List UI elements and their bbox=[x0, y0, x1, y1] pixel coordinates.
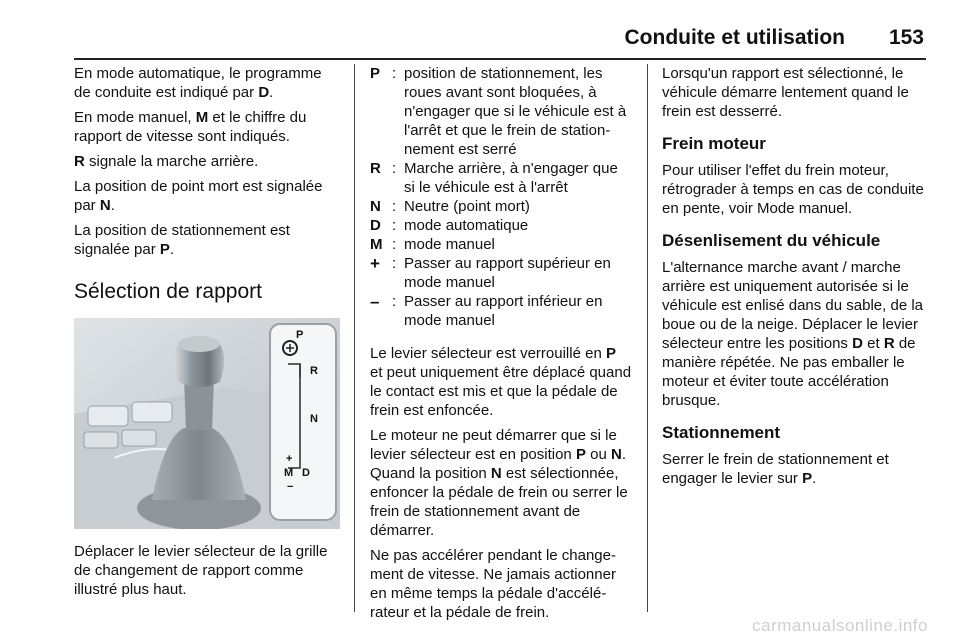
illustration-caption: Déplacer le levier sélecteur de la grille de changement de rapport comme illustré plus haut. bbox=[74, 543, 328, 598]
paragraph-lever-lock: Le levier sélecteur est verrouillé en P et peut uniquement être déplacé quand le contact est mis et que la pédale de frein est enfoncée. bbox=[370, 345, 632, 419]
gear-lever-illustration bbox=[74, 318, 340, 529]
gate-label-n: N bbox=[310, 413, 318, 425]
gate-label-r: R bbox=[310, 365, 318, 377]
definition-row: N : Neutre (point mort) bbox=[370, 198, 530, 215]
gate-label-p: P bbox=[296, 329, 304, 341]
section-title-gear-selection: Sélection de rapport bbox=[74, 280, 262, 303]
plus-icon: + bbox=[370, 254, 380, 273]
gate-label-d: D bbox=[302, 467, 310, 479]
gate-label-plus: + bbox=[286, 453, 293, 465]
column-right bbox=[662, 64, 927, 494]
paragraph-acceleration: Ne pas accélérer pendant le changement de vitesse. Ne jamais actionner en même temps la pédale d'accélérateur et la pédale de frein. bbox=[370, 547, 616, 621]
column-divider-left bbox=[354, 64, 355, 612]
paragraph-neutral: La position de point mort est signalée par N. bbox=[74, 178, 323, 214]
gear-position-definitions bbox=[370, 64, 632, 330]
header-rule bbox=[74, 58, 926, 60]
heading-engine-brake: Frein moteur bbox=[662, 134, 766, 153]
definition-row: R : Marche arrière, à n'engager que si le véhicule est à l'arrêt bbox=[370, 160, 618, 196]
minus-icon: – bbox=[370, 292, 380, 311]
page-header-title: Conduite et utilisation bbox=[624, 26, 845, 49]
paragraph-gear-selected: Lorsqu'un rapport est sélectionné, le véhicule démarre lentement quand le frein est desserré. bbox=[662, 65, 909, 120]
definition-row: P : position de stationnement, les roues avant sont bloquées, à n'engager que si le véhicule est à l'arrêt et que le frein de stationnement est serré bbox=[370, 65, 627, 158]
paragraph-auto-mode: En mode automatique, le programme de conduite est indiqué par D. bbox=[74, 65, 322, 101]
paragraph-engine-start: Le moteur ne peut démarrer que si le levier sélecteur est en position P ou N. Quand la position N est sélectionnée, enfoncer la pédale de frein ou serrer le frein de stationnement avant de démarrer. bbox=[370, 427, 628, 539]
gate-label-m: M bbox=[284, 467, 294, 479]
watermark: carmanualsonline.info bbox=[752, 616, 928, 635]
definition-row: M : mode manuel bbox=[370, 236, 495, 253]
paragraph-parking: Serrer le frein de stationnement et engager le levier sur P. bbox=[662, 451, 889, 487]
page-number: 153 bbox=[888, 26, 924, 49]
definition-row: D : mode automatique bbox=[370, 217, 529, 234]
heading-unstuck-vehicle: Désenlisement du véhicule bbox=[662, 231, 881, 250]
heading-parking: Stationnement bbox=[662, 423, 781, 442]
paragraph-engine-brake: Pour utiliser l'effet du frein moteur, rétrograder à temps en cas de conduite en pente, voir Mode manuel. bbox=[662, 162, 924, 217]
column-middle bbox=[370, 64, 632, 628]
gear-lever-drawing bbox=[74, 318, 340, 529]
definition-row: + : Passer au rapport supérieur en mode manuel bbox=[370, 254, 611, 291]
paragraph-reverse: R signale la marche arrière. bbox=[74, 153, 259, 170]
column-divider-right bbox=[647, 64, 648, 612]
gate-label-minus: − bbox=[287, 481, 294, 493]
paragraph-manual-mode: En mode manuel, M et le chiffre du rapport de vitesse sont indiqués. bbox=[74, 109, 307, 145]
column-left bbox=[74, 64, 342, 605]
paragraph-unstuck-vehicle: L'alternance marche avant / marche arrière est uniquement autorisée si le véhicule est enlisé dans du sable, de la boue ou de la neige. Déplacer le levier sélecteur entre les positions D et R de manière répétée. Ne pas emballer le moteur et éviter toute accélération brusque. bbox=[662, 259, 924, 409]
paragraph-park: La position de stationnement est signalée par P. bbox=[74, 222, 290, 258]
definition-row: – : Passer au rapport inférieur en mode manuel bbox=[370, 292, 603, 329]
